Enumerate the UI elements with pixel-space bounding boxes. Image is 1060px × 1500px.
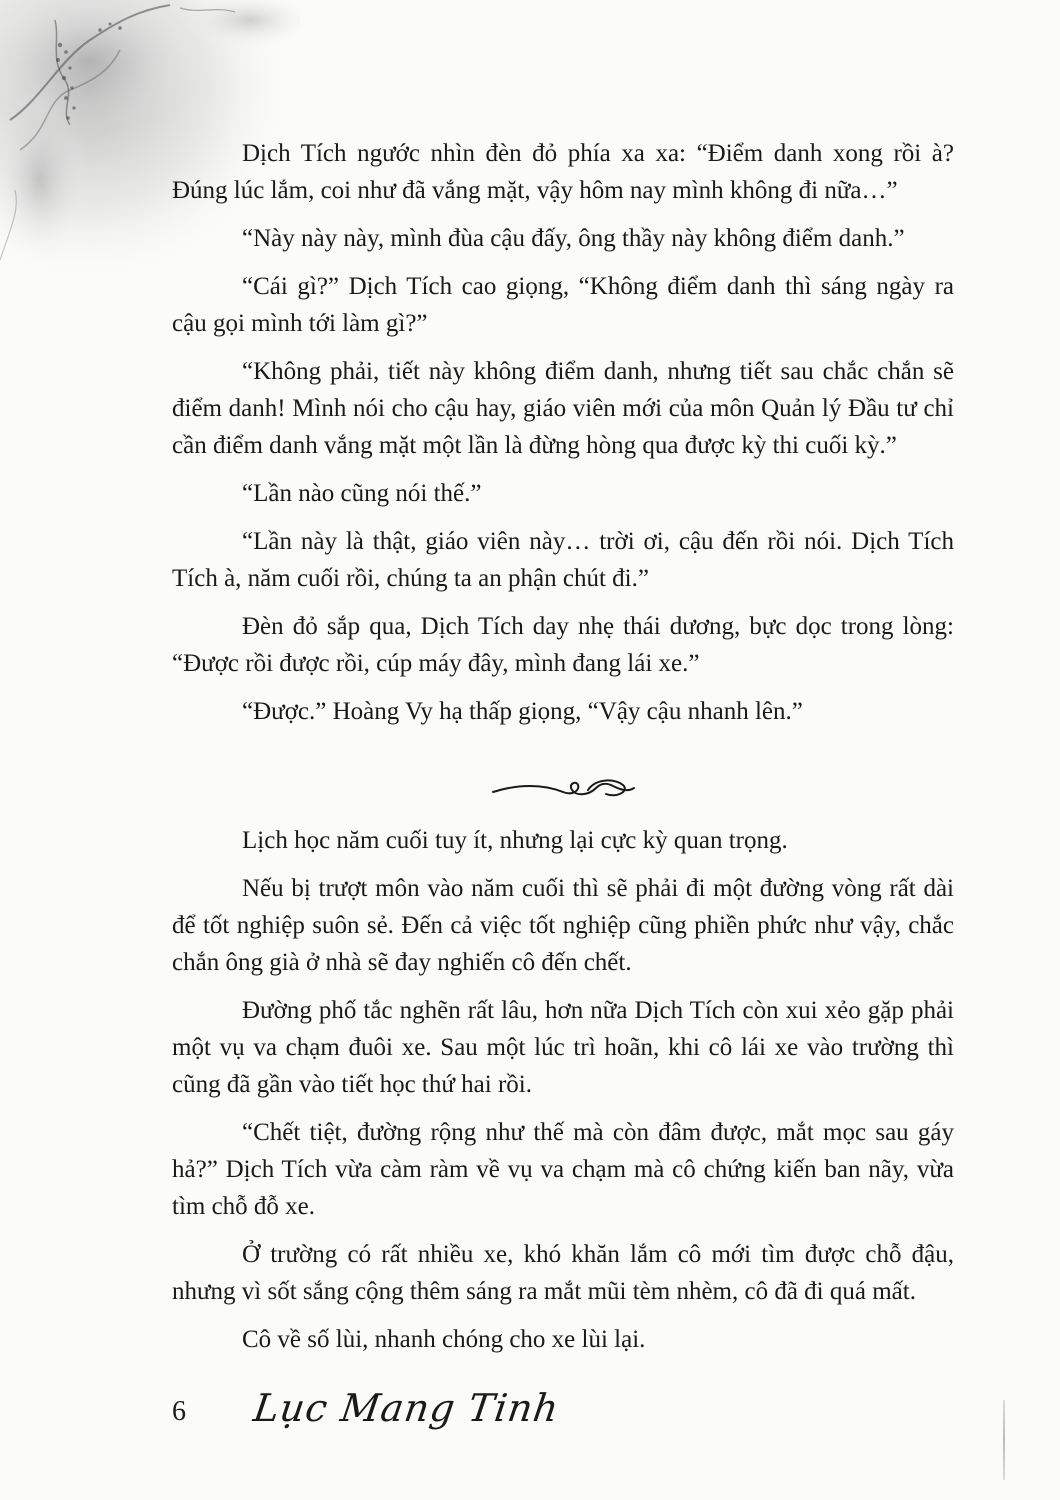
section-divider-flourish bbox=[488, 770, 638, 810]
page-edge-shadow bbox=[1003, 1400, 1005, 1480]
paragraph: Cô về số lùi, nhanh chóng cho xe lùi lại. bbox=[242, 1326, 646, 1353]
paragraph: “Lần nào cũng nói thế.” bbox=[242, 480, 482, 507]
paragraph: Ở trường có rất nhiều xe, khó khăn lắm cô mới tìm được chỗ đậu, nhưng vì sốt sắng cộng thêm sáng ra mắt mũi tèm nhèm, cô đã đi quá mất. bbox=[172, 1241, 954, 1305]
paragraph: “Được.” Hoàng Vy hạ thấp giọng, “Vậy cậu nhanh lên.” bbox=[242, 698, 803, 725]
paragraph: “Cái gì?” Dịch Tích cao giọng, “Không điểm danh thì sáng ngày ra cậu gọi mình tới làm gì?” bbox=[172, 273, 954, 337]
author-signature: Lục Mang Tinh bbox=[250, 1386, 563, 1430]
text-section-bottom bbox=[172, 822, 954, 1369]
paragraph: Dịch Tích ngước nhìn đèn đỏ phía xa xa: “Điểm danh xong rồi à? Đúng lúc lắm, coi như đã vắng mặt, vậy hôm nay mình không đi nữa…” bbox=[172, 140, 954, 204]
paragraph: Đường phố tắc nghẽn rất lâu, hơn nữa Dịch Tích còn xui xẻo gặp phải một vụ va chạm đuôi xe. Sau một lúc trì hoãn, khi cô lái xe vào trường thì cũng đã gần vào tiết học thứ hai rồi. bbox=[172, 997, 954, 1098]
text-section-top bbox=[172, 135, 954, 741]
page-number: 6 bbox=[172, 1396, 186, 1427]
paragraph: “Này này này, mình đùa cậu đấy, ông thầy này không điểm danh.” bbox=[242, 225, 905, 252]
page-footer bbox=[172, 1386, 672, 1460]
paragraph: Nếu bị trượt môn vào năm cuối thì sẽ phải đi một đường vòng rất dài để tốt nghiệp suôn sẻ. Đến cả việc tốt nghiệp cũng phiền phức như vậy, chắc chắn ông già ở nhà sẽ đay nghiến cô đến chết. bbox=[172, 875, 954, 976]
paragraph: Lịch học năm cuối tuy ít, nhưng lại cực kỳ quan trọng. bbox=[242, 827, 788, 854]
paragraph: “Chết tiệt, đường rộng như thế mà còn đâm được, mắt mọc sau gáy hả?” Dịch Tích vừa càm ràm về vụ va chạm mà cô chứng kiến ban nãy, vừa tìm chỗ đỗ xe. bbox=[172, 1119, 954, 1220]
paragraph: “Không phải, tiết này không điểm danh, nhưng tiết sau chắc chắn sẽ điểm danh! Mình nói cho cậu hay, giáo viên mới của môn Quản lý Đầu tư chỉ cần điểm danh vắng mặt một lần là đừng hòng qua được kỳ thi cuối kỳ.” bbox=[172, 358, 954, 459]
paragraph: Đèn đỏ sắp qua, Dịch Tích day nhẹ thái dương, bực dọc trong lòng: “Được rồi được rồi, cúp máy đây, mình đang lái xe.” bbox=[172, 613, 954, 677]
paragraph: “Lần này là thật, giáo viên này… trời ơi, cậu đến rồi nói. Dịch Tích Tích à, năm cuối rồi, chúng ta an phận chút đi.” bbox=[172, 528, 954, 592]
